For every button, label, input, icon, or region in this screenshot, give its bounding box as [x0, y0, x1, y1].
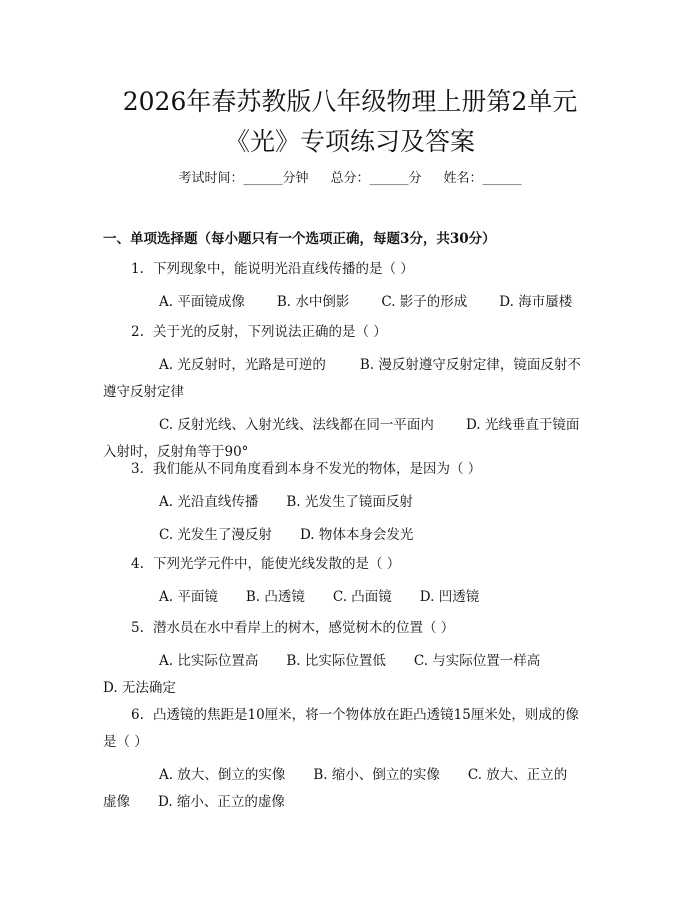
option-d: D. 物体本身会发光 — [299, 527, 414, 543]
option-d: D. 光线垂直于镜面 — [465, 417, 580, 433]
question-number: 2. — [131, 324, 144, 340]
question-number: 3. — [131, 461, 144, 477]
option-c: C. 光发生了漫反射 — [159, 527, 272, 543]
option-d: D. 无法确定 — [103, 680, 176, 696]
option-a: A. 平面镜成像 — [159, 294, 245, 310]
option-a: A. 光反射时，光路是可逆的 — [159, 357, 326, 373]
student-name-label: 姓名：______ — [443, 171, 522, 186]
option-b-continued: 遵守反射定律 — [103, 384, 184, 400]
option-d: D. 凹透镜 — [419, 589, 480, 605]
total-score-label: 总分：______分 — [330, 171, 422, 186]
option-b: B. 凸透镜 — [245, 589, 305, 605]
question-4 — [103, 551, 598, 611]
option-a: A. 放大、倒立的实像 — [159, 767, 286, 783]
option-c: C. 影子的形成 — [381, 294, 468, 310]
option-b: B. 光发生了镜面反射 — [286, 494, 413, 510]
option-b: B. 缩小、倒立的实像 — [313, 767, 440, 783]
option-c: C. 放大、正立的 — [467, 767, 568, 783]
question-stem: 下列现象中，能说明光沿直线传播的是（ ） — [153, 261, 414, 277]
question-6 — [103, 702, 598, 816]
option-c: C. 与实际位置一样高 — [413, 653, 541, 669]
question-stem: 下列光学元件中，能使光线发散的是（ ） — [153, 556, 401, 572]
question-stem: 凸透镜的焦距是10厘米，将一个物体放在距凸透镜15厘米处，则成的像 — [153, 707, 579, 723]
question-stem: 我们能从不同角度看到本身不发光的物体，是因为（ ） — [153, 461, 482, 477]
option-b: B. 漫反射遵守反射定律，镜面反射不 — [359, 357, 581, 373]
question-stem-continued: 是（ ） — [103, 734, 148, 750]
question-3 — [103, 456, 598, 549]
section-heading: 一、单项选择题（每小题只有一个选项正确，每题3分，共30分） — [103, 231, 496, 247]
question-stem: 关于光的反射，下列说法正确的是（ ） — [153, 324, 387, 340]
question-number: 6. — [131, 707, 144, 723]
exam-meta — [0, 170, 700, 188]
option-c: C. 反射光线、入射光线、法线都在同一平面内 — [159, 417, 434, 433]
question-1 — [103, 256, 598, 316]
question-2 — [103, 319, 598, 466]
question-number: 1. — [131, 261, 144, 277]
option-b: B. 水中倒影 — [276, 294, 350, 310]
option-d: D. 缩小、正立的虚像 — [158, 794, 285, 810]
question-number: 4. — [131, 556, 144, 572]
option-c: C. 凸面镜 — [332, 589, 392, 605]
option-d: D. 海市蜃楼 — [499, 294, 573, 310]
option-b: B. 比实际位置低 — [286, 653, 386, 669]
question-number: 5. — [131, 620, 144, 636]
document-title-line-2: 《光》专项练习及答案 — [224, 127, 475, 156]
option-a: A. 比实际位置高 — [159, 653, 259, 669]
option-c-continued: 虚像 — [103, 794, 130, 810]
exam-time-label: 考试时间：______分钟 — [178, 171, 309, 186]
option-d-continued: 入射时，反射角等于90° — [103, 444, 249, 460]
question-stem: 潜水员在水中看岸上的树木，感觉树木的位置（ ） — [153, 620, 455, 636]
document-title-line-1: 2026年春苏教版八年级物理上册第2单元 — [122, 87, 578, 116]
option-a: A. 平面镜 — [159, 589, 218, 605]
question-5 — [103, 615, 598, 702]
option-a: A. 光沿直线传播 — [159, 494, 259, 510]
